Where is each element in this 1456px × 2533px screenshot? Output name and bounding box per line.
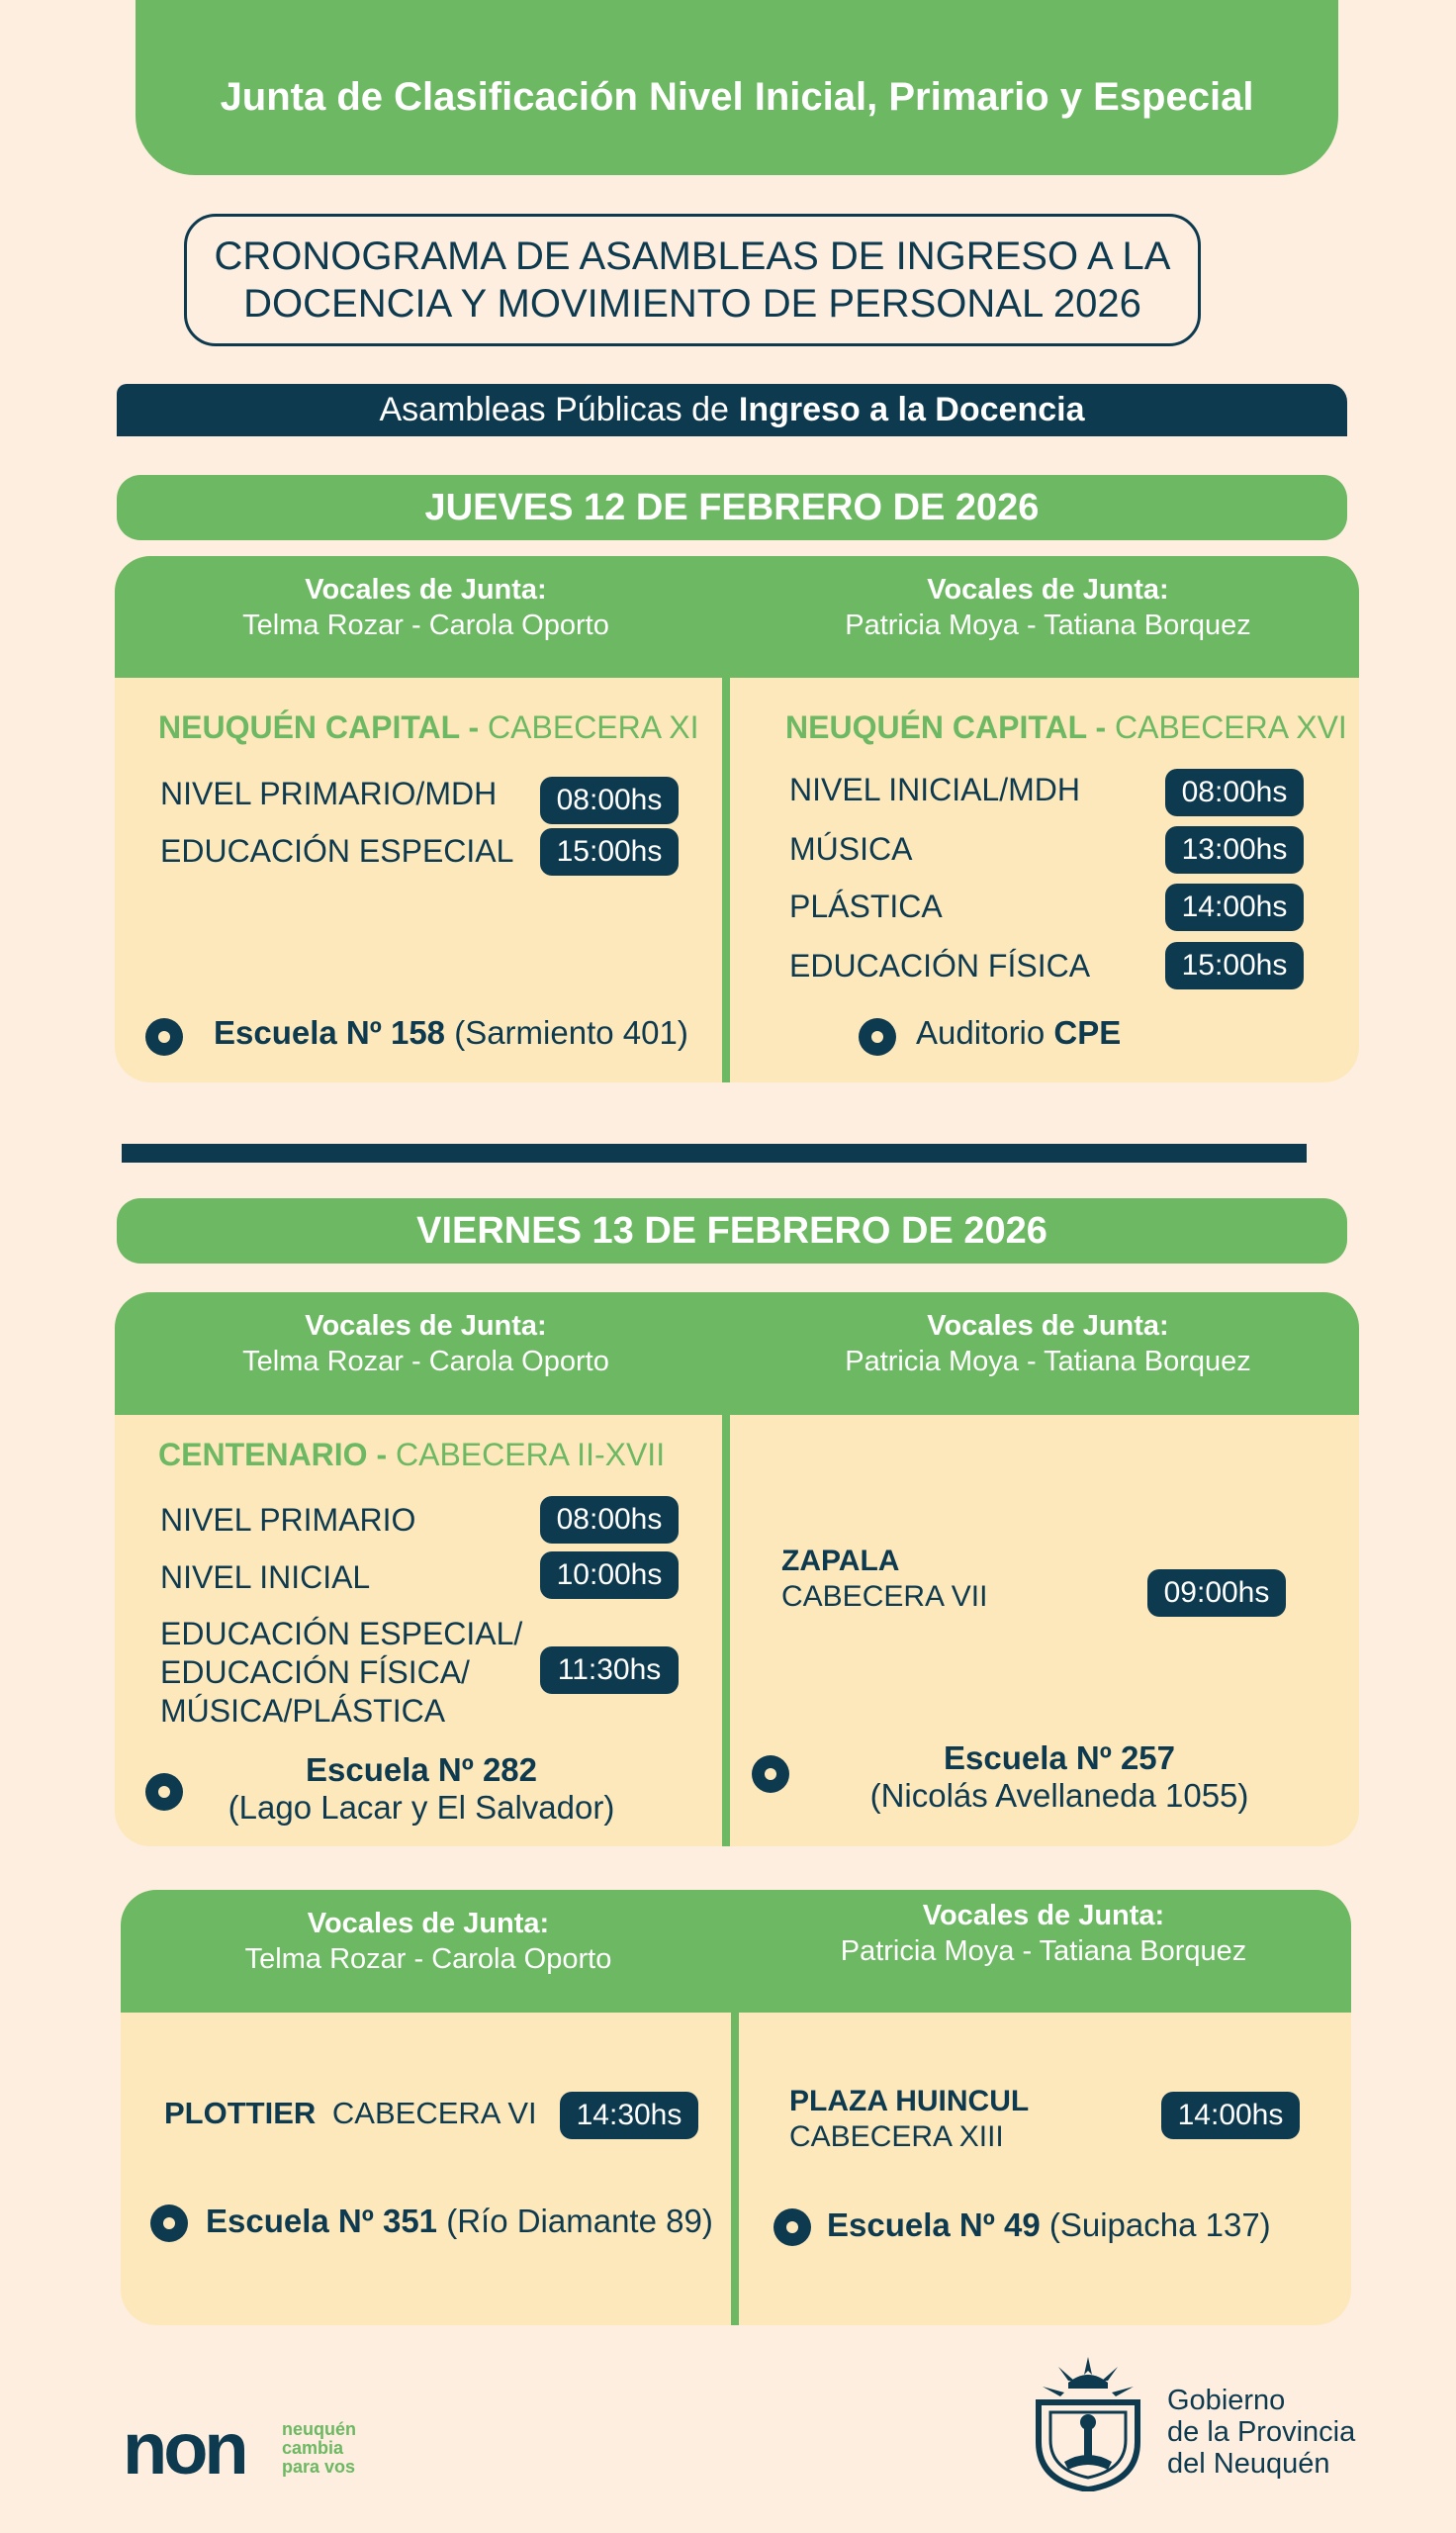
day1-left-region [158, 709, 698, 746]
banner-title: Junta de Clasificación Nivel Inicial, Primario y Especial [220, 75, 1254, 119]
time-badge: 14:00hs [1165, 884, 1304, 931]
place-name: CPE [1053, 1014, 1122, 1051]
schedule-item-label: MÚSICA [789, 831, 913, 867]
day2-left-region [158, 1437, 665, 1473]
region-name: PLOTTIER [164, 2096, 317, 2130]
cabecera: CABECERA XIII [789, 2120, 1004, 2153]
cabecera: CABECERA VI [331, 2096, 537, 2130]
multi-line-2: EDUCACIÓN FÍSICA/ [160, 1654, 470, 1690]
day1-card [115, 556, 1359, 1082]
day3-vocales-left [121, 1890, 736, 2013]
day3-card [121, 1890, 1351, 2325]
place-prefix: Auditorio [916, 1014, 1046, 1051]
day2-left-place [204, 1751, 639, 1827]
region-name: NEUQUÉN CAPITAL - [158, 709, 480, 745]
multi-line-1: EDUCACIÓN ESPECIAL/ [160, 1616, 523, 1651]
vocales-label: Vocales de Junta: [305, 1310, 547, 1342]
time-badge: 11:30hs [540, 1646, 679, 1694]
day2-vocales-right [737, 1292, 1359, 1415]
day1-right-region [785, 709, 1347, 746]
page-title [184, 214, 1201, 346]
day3-left-region [164, 2096, 537, 2131]
vocales-label: Vocales de Junta: [305, 574, 547, 606]
title-line-1: CRONOGRAMA DE ASAMBLEAS DE INGRESO A LA [214, 235, 1171, 278]
logo-tagline [282, 2420, 356, 2477]
day2-title [117, 1198, 1347, 1264]
multi-line-3: MÚSICA/PLÁSTICA [160, 1693, 446, 1729]
day3-card-head [121, 1890, 1351, 2013]
day3-right-place [827, 2206, 1271, 2244]
day1-vocales-right [737, 556, 1359, 678]
schedule-item-label: EDUCACIÓN FÍSICA [789, 948, 1091, 984]
schedule-item-label: NIVEL PRIMARIO/MDH [160, 776, 498, 811]
section-bold: Ingreso a la Docencia [738, 391, 1085, 428]
provincial-seal-icon [1029, 2353, 1147, 2491]
column-divider [722, 678, 730, 1082]
cabecera: CABECERA XVI [1115, 709, 1347, 745]
time-badge: 08:00hs [540, 1496, 679, 1544]
day2-title-text: VIERNES 13 DE FEBRERO DE 2026 [416, 1209, 1047, 1252]
vocales-label: Vocales de Junta: [927, 1310, 1169, 1342]
tag-line-2: cambia [282, 2438, 344, 2458]
place-address: (Nicolás Avellaneda 1055) [869, 1777, 1249, 1814]
vocales-names: Patricia Moya - Tatiana Borquez [840, 1935, 1247, 1967]
vocales-label: Vocales de Junta: [927, 574, 1169, 606]
place-address: (Río Diamante 89) [446, 2203, 713, 2239]
cabecera: CABECERA XI [488, 709, 699, 745]
location-pin-icon [150, 2205, 188, 2242]
location-pin-icon [145, 1773, 183, 1811]
day1-title-text: JUEVES 12 DE FEBRERO DE 2026 [424, 486, 1040, 528]
location-pin-icon [774, 2208, 811, 2246]
location-pin-icon [145, 1018, 183, 1056]
section-divider [122, 1144, 1307, 1163]
schedule-item-label: NIVEL INICIAL [160, 1559, 371, 1595]
time-badge: 08:00hs [540, 777, 679, 824]
day2-right-region [781, 1544, 987, 1615]
section-heading [117, 384, 1347, 436]
place-name: Escuela Nº 158 [214, 1014, 446, 1051]
tag-line-1: neuquén [282, 2419, 356, 2439]
schedule-item-label: NIVEL INICIAL/MDH [789, 772, 1080, 807]
region-name: ZAPALA [781, 1545, 900, 1577]
time-badge: 13:00hs [1165, 826, 1304, 874]
column-divider [722, 1415, 730, 1846]
time-badge: 08:00hs [1165, 769, 1304, 816]
day1-title [117, 475, 1347, 540]
place-address: (Suipacha 137) [1048, 2206, 1271, 2243]
vocales-names: Telma Rozar - Carola Oporto [242, 610, 609, 641]
vocales-names: Patricia Moya - Tatiana Borquez [845, 1346, 1251, 1377]
time-badge: 09:00hs [1147, 1569, 1286, 1617]
schedule-item-label: NIVEL PRIMARIO [160, 1502, 416, 1538]
schedule-item-label: EDUCACIÓN ESPECIAL [160, 833, 514, 869]
place-address: (Sarmiento 401) [454, 1014, 688, 1051]
time-badge: 15:00hs [1165, 942, 1304, 989]
place-name: Escuela Nº 282 [305, 1751, 538, 1788]
place-address: (Lago Lacar y El Salvador) [228, 1789, 615, 1826]
title-line-2: DOCENCIA Y MOVIMIENTO DE PERSONAL 2026 [243, 282, 1141, 326]
header-banner [136, 0, 1338, 175]
vocales-label: Vocales de Junta: [922, 1900, 1165, 1931]
region-name: CENTENARIO - [158, 1437, 388, 1472]
time-badge: 14:00hs [1161, 2092, 1300, 2139]
vocales-names: Telma Rozar - Carola Oporto [244, 1943, 612, 1975]
day2-vocales-left [115, 1292, 737, 1415]
day1-card-head [115, 556, 1359, 678]
vocales-names: Patricia Moya - Tatiana Borquez [845, 610, 1251, 641]
multi-item-label [160, 1615, 522, 1731]
location-pin-icon [859, 1018, 896, 1056]
cabecera: CABECERA VII [781, 1580, 988, 1613]
schedule-item-label: PLÁSTICA [789, 889, 943, 924]
time-badge: 10:00hs [540, 1551, 679, 1599]
column-divider [731, 2013, 739, 2325]
region-name: NEUQUÉN CAPITAL - [785, 709, 1107, 745]
non-logo: non [123, 2407, 245, 2489]
vocales-label: Vocales de Junta: [307, 1908, 550, 1939]
region-name: PLAZA HUINCUL [789, 2085, 1030, 2117]
government-name [1167, 2385, 1355, 2480]
time-badge: 15:00hs [540, 828, 679, 876]
day2-card [115, 1292, 1359, 1846]
gov-line-2: de la Provincia [1167, 2416, 1356, 2448]
time-badge: 14:30hs [560, 2092, 698, 2139]
gov-line-3: del Neuquén [1167, 2448, 1330, 2480]
vocales-names: Telma Rozar - Carola Oporto [242, 1346, 609, 1377]
day3-vocales-right [736, 1890, 1351, 2013]
tag-line-3: para vos [282, 2457, 356, 2477]
place-name: Escuela Nº 257 [943, 1739, 1176, 1776]
day2-card-head [115, 1292, 1359, 1415]
day2-right-place [827, 1739, 1292, 1815]
day3-right-region [789, 2084, 1029, 2155]
location-pin-icon [752, 1755, 789, 1793]
place-name: Escuela Nº 351 [206, 2203, 438, 2239]
day1-vocales-left [115, 556, 737, 678]
section-prefix: Asambleas Públicas de [379, 391, 729, 428]
gov-line-1: Gobierno [1167, 2385, 1286, 2416]
day1-right-place [916, 1014, 1121, 1052]
day3-left-place [206, 2203, 713, 2240]
place-name: Escuela Nº 49 [827, 2206, 1041, 2243]
cabecera: CABECERA II-XVII [396, 1437, 666, 1472]
day1-left-place [214, 1014, 688, 1052]
